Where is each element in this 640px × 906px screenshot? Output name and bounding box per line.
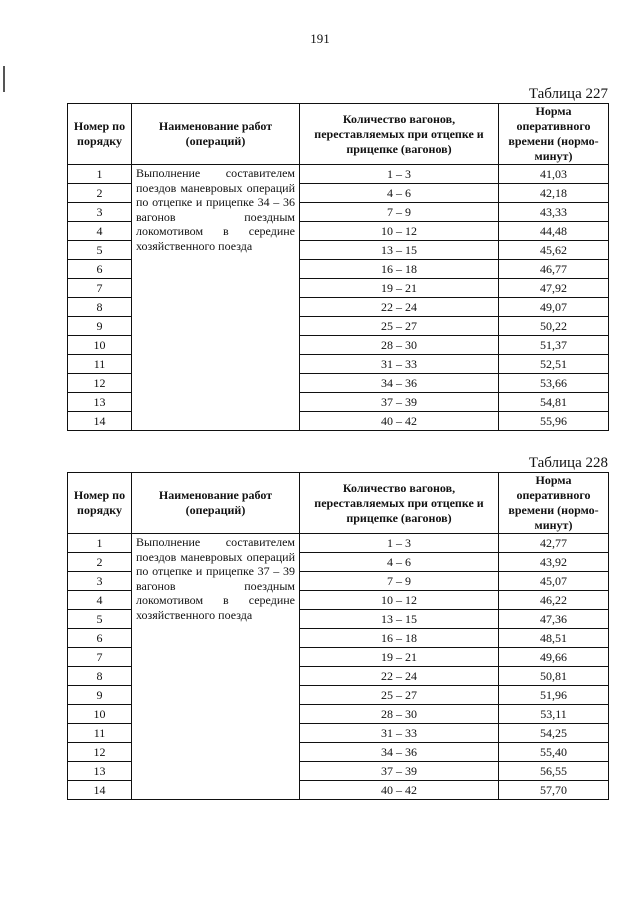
norm-cell: 47,92 [499, 279, 609, 298]
row-number-cell: 5 [68, 610, 132, 629]
wagons-cell: 31 – 33 [300, 724, 499, 743]
operation-cell: Выполнение составителем поездов маневровых операций по отцепке и прицепке 34 – 36 вагонов поездным локомотивом в середине хозяйственного поезда [132, 165, 300, 431]
row-number-cell: 9 [68, 686, 132, 705]
header-norm: Норма оперативного времени (нормо-минут) [499, 473, 609, 534]
wagons-cell: 25 – 27 [300, 317, 499, 336]
wagons-cell: 4 – 6 [300, 184, 499, 203]
wagons-cell: 7 – 9 [300, 572, 499, 591]
wagons-cell: 40 – 42 [300, 412, 499, 431]
norm-cell: 46,77 [499, 260, 609, 279]
row-number-cell: 7 [68, 279, 132, 298]
norm-cell: 55,96 [499, 412, 609, 431]
wagons-cell: 40 – 42 [300, 781, 499, 800]
row-number-cell: 8 [68, 667, 132, 686]
norm-cell: 53,11 [499, 705, 609, 724]
wagons-cell: 22 – 24 [300, 667, 499, 686]
page-number: 191 [310, 31, 330, 46]
row-number-cell: 2 [68, 184, 132, 203]
table-caption: Таблица 228 [528, 455, 608, 471]
norm-cell: 51,37 [499, 336, 609, 355]
wagons-cell: 28 – 30 [300, 705, 499, 724]
wagons-cell: 28 – 30 [300, 336, 499, 355]
norm-cell: 50,22 [499, 317, 609, 336]
row-number-cell: 10 [68, 705, 132, 724]
table-caption: Таблица 227 [528, 86, 608, 102]
norm-cell: 41,03 [499, 165, 609, 184]
header-operation: Наименование работ (операций) [132, 473, 300, 534]
wagons-cell: 4 – 6 [300, 553, 499, 572]
norm-cell: 42,18 [499, 184, 609, 203]
norm-cell: 42,77 [499, 534, 609, 553]
row-number-cell: 12 [68, 374, 132, 393]
norm-cell: 46,22 [499, 591, 609, 610]
row-number-cell: 6 [68, 260, 132, 279]
table-row [68, 534, 609, 553]
scan-edge-mark [3, 66, 5, 92]
norm-cell: 49,66 [499, 648, 609, 667]
norm-cell: 48,51 [499, 629, 609, 648]
wagons-cell: 1 – 3 [300, 165, 499, 184]
row-number-cell: 4 [68, 222, 132, 241]
wagons-cell: 7 – 9 [300, 203, 499, 222]
norm-cell: 56,55 [499, 762, 609, 781]
wagons-cell: 16 – 18 [300, 260, 499, 279]
row-number-cell: 5 [68, 241, 132, 260]
norm-cell: 47,36 [499, 610, 609, 629]
row-number-cell: 14 [68, 412, 132, 431]
wagons-cell: 1 – 3 [300, 534, 499, 553]
norm-cell: 54,81 [499, 393, 609, 412]
norm-cell: 53,66 [499, 374, 609, 393]
row-number-cell: 2 [68, 553, 132, 572]
norm-cell: 45,62 [499, 241, 609, 260]
wagons-cell: 34 – 36 [300, 743, 499, 762]
wagons-cell: 13 – 15 [300, 610, 499, 629]
row-number-cell: 14 [68, 781, 132, 800]
header-num: Номер по порядку [68, 473, 132, 534]
row-number-cell: 6 [68, 629, 132, 648]
operation-cell: Выполнение составителем поездов маневровых операций по отцепке и прицепке 37 – 39 вагонов поездным локомотивом в середине хозяйственного поезда [132, 534, 300, 800]
row-number-cell: 11 [68, 355, 132, 374]
header-norm: Норма оперативного времени (нормо-минут) [499, 104, 609, 165]
wagons-cell: 25 – 27 [300, 686, 499, 705]
row-number-cell: 13 [68, 393, 132, 412]
norm-cell: 52,51 [499, 355, 609, 374]
wagons-cell: 13 – 15 [300, 241, 499, 260]
row-number-cell: 1 [68, 165, 132, 184]
wagons-cell: 34 – 36 [300, 374, 499, 393]
row-number-cell: 12 [68, 743, 132, 762]
wagons-cell: 19 – 21 [300, 279, 499, 298]
norm-cell: 50,81 [499, 667, 609, 686]
norm-cell: 49,07 [499, 298, 609, 317]
table-header-row [68, 473, 609, 534]
row-number-cell: 3 [68, 203, 132, 222]
norm-cell: 54,25 [499, 724, 609, 743]
norm-cell: 51,96 [499, 686, 609, 705]
row-number-cell: 1 [68, 534, 132, 553]
header-wagons: Количество вагонов, переставляемых при отцепке и прицепке (вагонов) [300, 104, 499, 165]
norm-cell: 43,92 [499, 553, 609, 572]
row-number-cell: 7 [68, 648, 132, 667]
header-operation: Наименование работ (операций) [132, 104, 300, 165]
row-number-cell: 10 [68, 336, 132, 355]
row-number-cell: 11 [68, 724, 132, 743]
wagons-cell: 22 – 24 [300, 298, 499, 317]
row-number-cell: 9 [68, 317, 132, 336]
row-number-cell: 4 [68, 591, 132, 610]
norm-table-228 [67, 472, 609, 800]
wagons-cell: 37 – 39 [300, 393, 499, 412]
wagons-cell: 10 – 12 [300, 591, 499, 610]
norm-cell: 57,70 [499, 781, 609, 800]
norm-cell: 43,33 [499, 203, 609, 222]
wagons-cell: 16 – 18 [300, 629, 499, 648]
row-number-cell: 13 [68, 762, 132, 781]
wagons-cell: 37 – 39 [300, 762, 499, 781]
wagons-cell: 31 – 33 [300, 355, 499, 374]
row-number-cell: 8 [68, 298, 132, 317]
norm-cell: 44,48 [499, 222, 609, 241]
table-row [68, 165, 609, 184]
header-num: Номер по порядку [68, 104, 132, 165]
norm-cell: 45,07 [499, 572, 609, 591]
table-header-row [68, 104, 609, 165]
header-wagons: Количество вагонов, переставляемых при отцепке и прицепке (вагонов) [300, 473, 499, 534]
row-number-cell: 3 [68, 572, 132, 591]
wagons-cell: 19 – 21 [300, 648, 499, 667]
norm-cell: 55,40 [499, 743, 609, 762]
wagons-cell: 10 – 12 [300, 222, 499, 241]
norm-table-227 [67, 103, 609, 431]
